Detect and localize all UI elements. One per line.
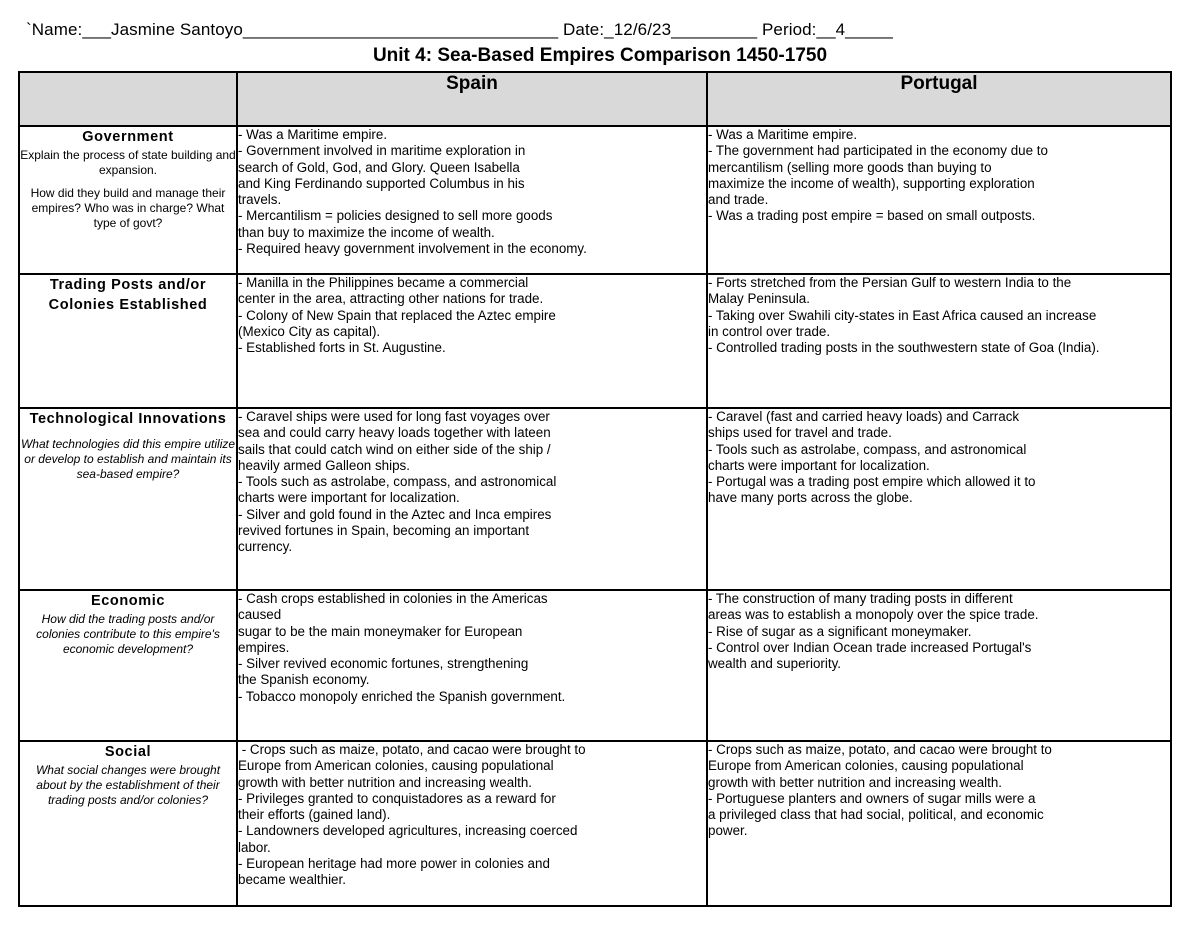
portugal-economic-cell bbox=[707, 590, 1171, 741]
cell-line: mercantilism (selling more goods than buying to bbox=[708, 159, 992, 175]
cell-line: - Was a Maritime empire. bbox=[708, 127, 858, 142]
portugal-government-cell bbox=[707, 126, 1171, 274]
cell-line: than buy to maximize the income of wealth. bbox=[238, 224, 495, 240]
cell-line: a privileged class that had social, political, and economic bbox=[708, 807, 1044, 823]
cell-line: Malay Peninsula. bbox=[708, 291, 810, 307]
row-prompt: What technologies did this empire utilize or develop to establish and maintain its sea-based empire? bbox=[20, 437, 236, 481]
row-title: Government bbox=[82, 129, 174, 145]
row-title: Social bbox=[104, 744, 152, 760]
cell-line: growth with better nutrition and increasing wealth. bbox=[708, 774, 1003, 790]
table-row bbox=[19, 590, 1171, 741]
cell-line: - European heritage had more power in colonies and bbox=[238, 856, 550, 872]
cell-line: currency. bbox=[238, 539, 293, 555]
cell-line: wealth and superiority. bbox=[708, 656, 841, 672]
cell-line: power. bbox=[708, 823, 748, 839]
cell-line: the Spanish economy. bbox=[238, 672, 370, 688]
spain-technology-cell bbox=[237, 408, 707, 590]
cell-line: have many ports across the globe. bbox=[708, 490, 913, 506]
cell-line: caused bbox=[238, 607, 282, 623]
spain-trading-posts-cell bbox=[237, 274, 707, 408]
cell-line: Europe from American colonies, causing populational bbox=[708, 758, 1024, 774]
cell-line: empires. bbox=[238, 639, 290, 655]
cell-line: - Portuguese planters and owners of sugar mills were a bbox=[708, 790, 1036, 806]
spain-government-cell bbox=[237, 126, 707, 274]
row-prompt: How did the trading posts and/or colonies contribute to this empire's economic development? bbox=[36, 612, 220, 656]
cell-line: sugar to be the main moneymaker for European bbox=[238, 623, 523, 639]
cell-line: in control over trade. bbox=[708, 323, 831, 339]
cell-line: their efforts (gained land). bbox=[238, 807, 391, 823]
cell-line: - The construction of many trading posts in different bbox=[708, 591, 1013, 606]
cell-line: Europe from American colonies, causing populational bbox=[238, 758, 554, 774]
cell-line: sea and could carry heavy loads together with lateen bbox=[238, 425, 551, 441]
table-row bbox=[19, 126, 1171, 274]
cell-line: - Privileges granted to conquistadores as a reward for bbox=[238, 790, 556, 806]
cell-line: and King Ferdinando supported Columbus in his bbox=[238, 175, 525, 191]
portugal-technology-cell bbox=[707, 408, 1171, 590]
cell-line: - Was a Maritime empire. bbox=[238, 127, 388, 142]
cell-line: became wealthier. bbox=[238, 872, 346, 888]
cell-line: - Tobacco monopoly enriched the Spanish government. bbox=[238, 688, 566, 704]
cell-line: growth with better nutrition and increasing wealth. bbox=[238, 774, 533, 790]
cell-line: - Established forts in St. Augustine. bbox=[238, 340, 446, 356]
portugal-trading-posts-cell bbox=[707, 274, 1171, 408]
cell-line: - Colony of New Spain that replaced the Aztec empire bbox=[238, 307, 556, 323]
cell-line: - Government involved in maritime exploration in bbox=[238, 143, 526, 159]
cell-line: sails that could catch wind on either side of the ship / bbox=[238, 441, 551, 457]
column-header-portugal: Portugal bbox=[707, 72, 1171, 126]
row-title: Trading Posts and/or Colonies Established bbox=[48, 277, 208, 313]
spain-social-cell bbox=[237, 741, 707, 906]
row-prompt: What social changes were brought about by the establishment of their trading posts and/or colonies? bbox=[35, 763, 221, 807]
cell-line: ships used for travel and trade. bbox=[708, 425, 892, 441]
cell-line: charts were important for localization. bbox=[238, 490, 460, 506]
row-header-economic bbox=[19, 590, 237, 741]
cell-line: - Silver revived economic fortunes, strengthening bbox=[238, 656, 529, 672]
cell-line: center in the area, attracting other nations for trade. bbox=[238, 291, 544, 307]
table-header-row bbox=[19, 72, 1171, 126]
cell-line: (Mexico City as capital). bbox=[238, 323, 381, 339]
cell-line: - Silver and gold found in the Aztec and Inca empires bbox=[238, 506, 552, 522]
cell-line: - Was a trading post empire = based on small outposts. bbox=[708, 208, 1036, 224]
cell-line: maximize the income of wealth), supporting exploration bbox=[708, 175, 1035, 191]
cell-line: - The government had participated in the economy due to bbox=[708, 143, 1048, 159]
table-row bbox=[19, 274, 1171, 408]
cell-line: - Mercantilism = policies designed to sell more goods bbox=[238, 208, 553, 224]
cell-line: - Taking over Swahili city-states in East Africa caused an increase bbox=[708, 307, 1097, 323]
spain-economic-cell bbox=[237, 590, 707, 741]
cell-line: - Tools such as astrolabe, compass, and astronomical bbox=[238, 474, 557, 490]
cell-line: travels. bbox=[238, 192, 282, 208]
cell-line: - Forts stretched from the Persian Gulf to western India to the bbox=[708, 275, 1072, 290]
cell-line: labor. bbox=[238, 839, 271, 855]
cell-line: - Rise of sugar as a significant moneymaker. bbox=[708, 623, 972, 639]
comparison-table bbox=[18, 71, 1172, 907]
cell-line: - Caravel ships were used for long fast voyages over bbox=[238, 409, 550, 424]
table-row bbox=[19, 741, 1171, 906]
row-prompt: How did they build and manage their empires? Who was in charge? What type of govt? bbox=[30, 186, 226, 230]
student-info-line: `Name:___Jasmine Santoyo_________________________________ Date:_12/6/23_________ Period:__4_____ bbox=[26, 20, 893, 39]
cell-line: and trade. bbox=[708, 192, 769, 208]
cell-line: - Crops such as maize, potato, and cacao were brought to bbox=[238, 742, 586, 757]
table-row bbox=[19, 408, 1171, 590]
cell-line: - Controlled trading posts in the southwestern state of Goa (India). bbox=[708, 340, 1100, 356]
row-header-technological-innovations bbox=[19, 408, 237, 590]
column-header-spain: Spain bbox=[237, 72, 707, 126]
portugal-social-cell bbox=[707, 741, 1171, 906]
cell-line: areas was to establish a monopoly over the spice trade. bbox=[708, 607, 1039, 623]
cell-line: revived fortunes in Spain, becoming an important bbox=[238, 523, 530, 539]
cell-line: - Control over Indian Ocean trade increased Portugal's bbox=[708, 639, 1032, 655]
cell-line: - Required heavy government involvement in the economy. bbox=[238, 241, 587, 257]
row-header-trading-posts bbox=[19, 274, 237, 408]
row-header-government bbox=[19, 126, 237, 274]
cell-line: - Tools such as astrolabe, compass, and astronomical bbox=[708, 441, 1027, 457]
document-title: Unit 4: Sea-Based Empires Comparison 1450-1750 bbox=[372, 45, 828, 66]
cell-line: charts were important for localization. bbox=[708, 457, 930, 473]
cell-line: heavily armed Galleon ships. bbox=[238, 457, 410, 473]
cell-line: - Crops such as maize, potato, and cacao were brought to bbox=[708, 742, 1052, 757]
cell-line: - Portugal was a trading post empire which allowed it to bbox=[708, 474, 1036, 490]
cell-line: search of Gold, God, and Glory. Queen Isabella bbox=[238, 159, 520, 175]
row-header-social bbox=[19, 741, 237, 906]
cell-line: - Cash crops established in colonies in the Americas bbox=[238, 591, 548, 606]
column-header-blank bbox=[19, 72, 237, 126]
cell-line: - Manilla in the Philippines became a commercial bbox=[238, 275, 529, 290]
cell-line: - Landowners developed agricultures, increasing coerced bbox=[238, 823, 578, 839]
row-title: Technological Innovations bbox=[29, 411, 227, 427]
row-title: Economic bbox=[90, 593, 166, 609]
row-prompt: Explain the process of state building and expansion. bbox=[20, 148, 236, 177]
cell-line: - Caravel (fast and carried heavy loads) and Carrack bbox=[708, 409, 1020, 424]
